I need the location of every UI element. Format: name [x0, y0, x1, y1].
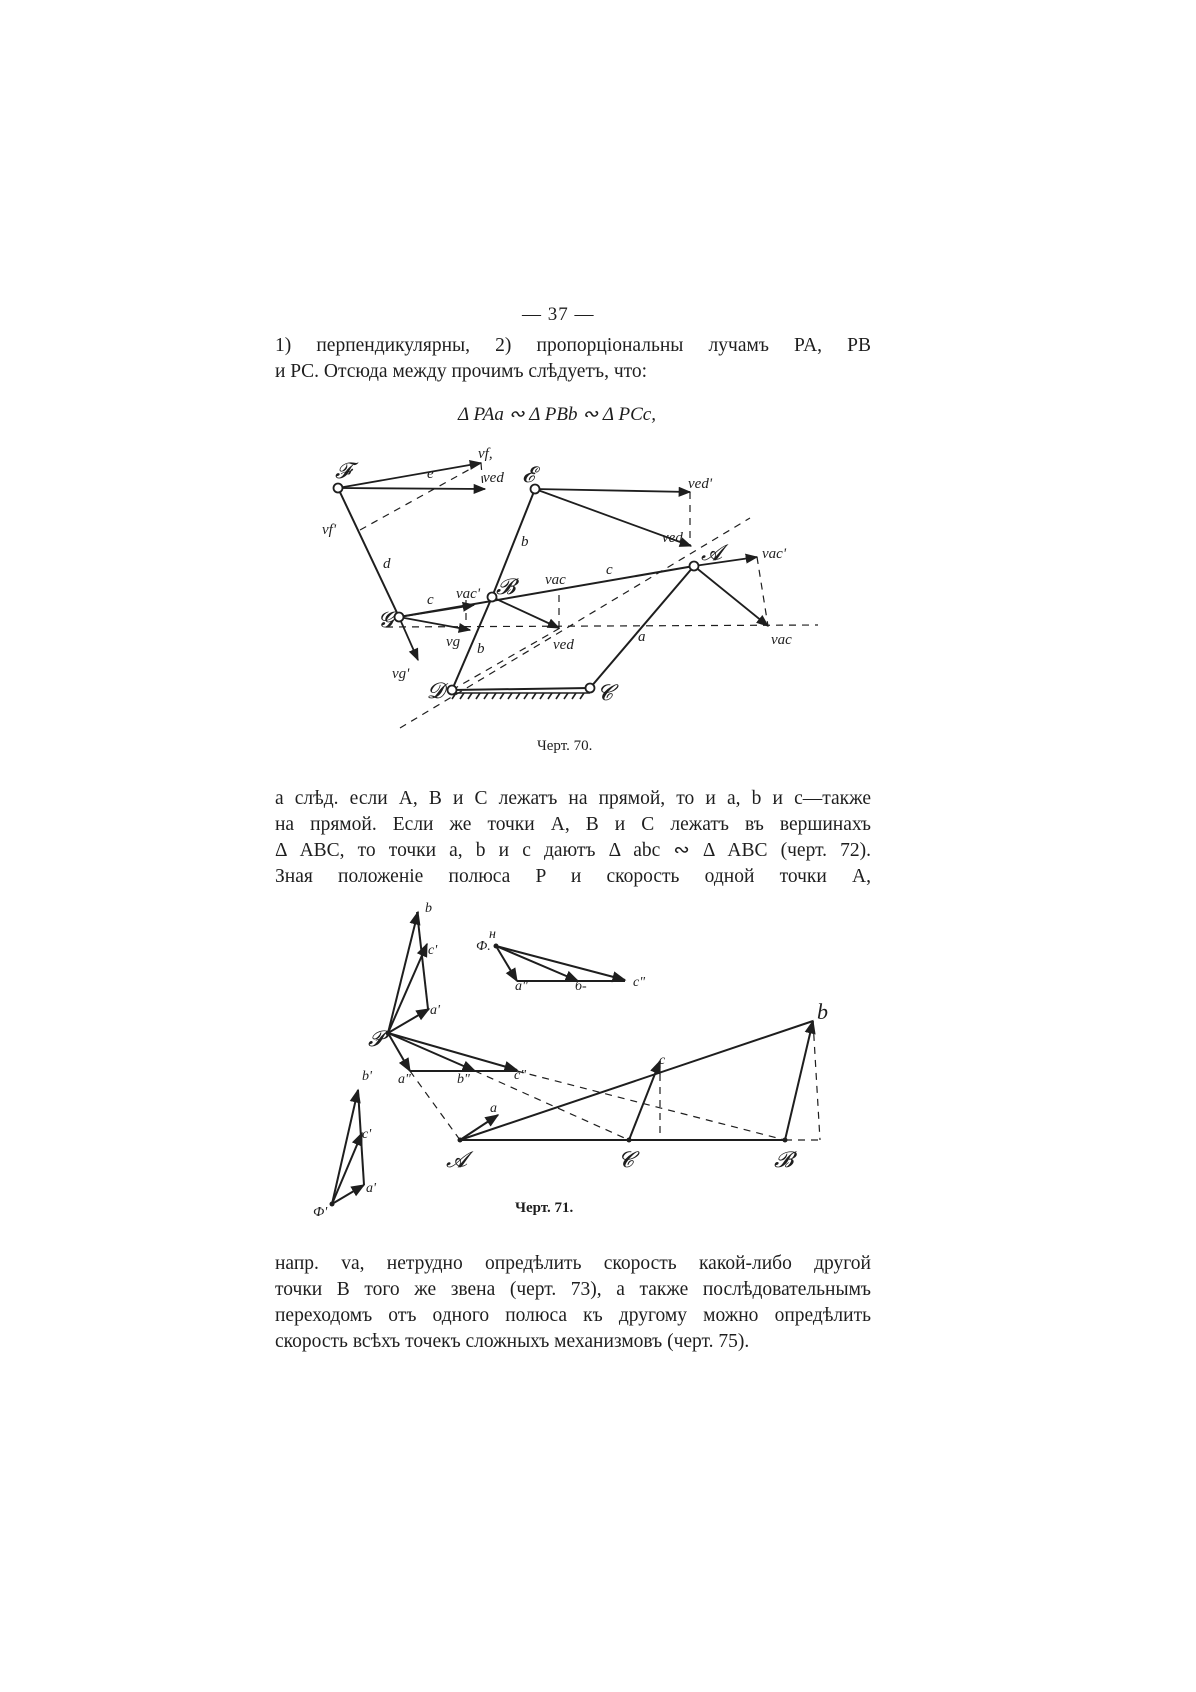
label-b-dbl: b" — [457, 1072, 470, 1087]
closing-paragraph — [275, 1251, 871, 1355]
label-a-prime-low: a' — [366, 1181, 376, 1196]
label-e-top: e — [427, 466, 434, 482]
label-a-dbl: a" — [398, 1072, 411, 1087]
label-c-top: c" — [633, 975, 646, 990]
label-G: 𝓖 — [378, 607, 394, 632]
label-b-top: b — [425, 901, 432, 916]
label-P: 𝓟 — [368, 1026, 384, 1051]
text-line: 1) перпендикулярны, 2) пропорціональны лучамъ PA, PB — [275, 335, 871, 356]
fig71-caption: Черт. 71. — [515, 1200, 574, 1216]
label-b-big: b — [817, 999, 828, 1024]
label-vac-prime-left: vac' — [456, 586, 481, 602]
label-D: 𝓓 — [427, 678, 444, 703]
label-A: 𝓐 — [701, 540, 723, 565]
label-phi: Ф. — [476, 939, 491, 954]
label-ved: ved — [483, 470, 504, 486]
label-phi-mark: н — [489, 927, 496, 942]
label-c-dbl: c" — [514, 1068, 527, 1083]
label-b-top2: б- — [575, 979, 587, 994]
label-a-prime: a' — [430, 1003, 440, 1018]
page-number: — 37 — — [522, 304, 595, 325]
fig71-solid-lines — [332, 912, 813, 1204]
label-b-upper: b — [521, 534, 529, 550]
label-B: 𝓑 — [496, 574, 516, 599]
text-line: переходомъ отъ одного полюса къ другому можно опредѣлить — [275, 1305, 871, 1326]
label-vf-prime: vf' — [322, 522, 337, 538]
label-c-small: c — [659, 1053, 666, 1068]
label-C: 𝓒 — [597, 680, 613, 705]
text-line: скорость всѣхъ точекъ сложныхъ механизмовъ (черт. 75). — [275, 1331, 750, 1352]
label-ved-diag: ved — [662, 530, 683, 546]
label-E: 𝓔 — [522, 462, 535, 487]
label-ved-low: ved — [553, 637, 574, 653]
label-F: 𝓕 — [335, 458, 352, 483]
label-vg-prime: vg' — [392, 666, 410, 682]
label-vf: vf, — [478, 446, 493, 462]
fig70-caption: Черт. 70. — [537, 738, 593, 754]
label-a-top: a" — [515, 979, 528, 994]
text-line: на прямой. Если же точки A, B и C лежатъ въ вершинахъ — [275, 814, 871, 835]
label-B: 𝓑 — [774, 1147, 794, 1172]
label-b-lower: b — [477, 641, 485, 657]
label-vac-prime-right: vac' — [762, 546, 787, 562]
label-ved-prime: ved' — [688, 476, 713, 492]
text-line: и PC. Отсюда между прочимъ слѣдуетъ, что: — [275, 361, 648, 382]
text-line: напр. va, нетрудно опредѣлить скорость какой-либо другой — [275, 1253, 871, 1274]
label-vac-mid: vac — [545, 572, 566, 588]
similarity-formula: Δ PAa ∾ Δ PBb ∾ Δ PCc, — [458, 404, 656, 425]
fig71-small-labels — [313, 901, 666, 1220]
label-phi-low: Ф' — [313, 1205, 328, 1220]
label-d: d — [383, 556, 391, 572]
text-line: Δ ABC, то точки a, b и c даютъ Δ abc ∾ Δ ABC (черт. 72). — [275, 840, 871, 861]
label-C: 𝓒 — [618, 1147, 634, 1172]
label-vac-right: vac — [771, 632, 792, 648]
label-c-left: c — [427, 592, 434, 608]
label-c-right: c — [606, 562, 613, 578]
label-b-prime-low: b' — [362, 1069, 372, 1084]
label-c-prime-low: c' — [362, 1127, 372, 1142]
fig71-point-labels — [368, 999, 828, 1172]
text-line: точки B того же звена (черт. 73), а также послѣдовательнымъ — [275, 1279, 871, 1300]
label-vg: vg — [446, 634, 461, 650]
text-line: Зная положеніе полюса P и скорость одной точки A, — [275, 866, 871, 887]
label-A: 𝓐 — [446, 1147, 468, 1172]
label-a: a — [638, 629, 646, 645]
text-line: а слѣд. если A, B и C лежатъ на прямой, то и a, b и c—также — [275, 788, 871, 809]
label-c-prime: c' — [428, 943, 438, 958]
label-a-small: a — [490, 1101, 497, 1116]
